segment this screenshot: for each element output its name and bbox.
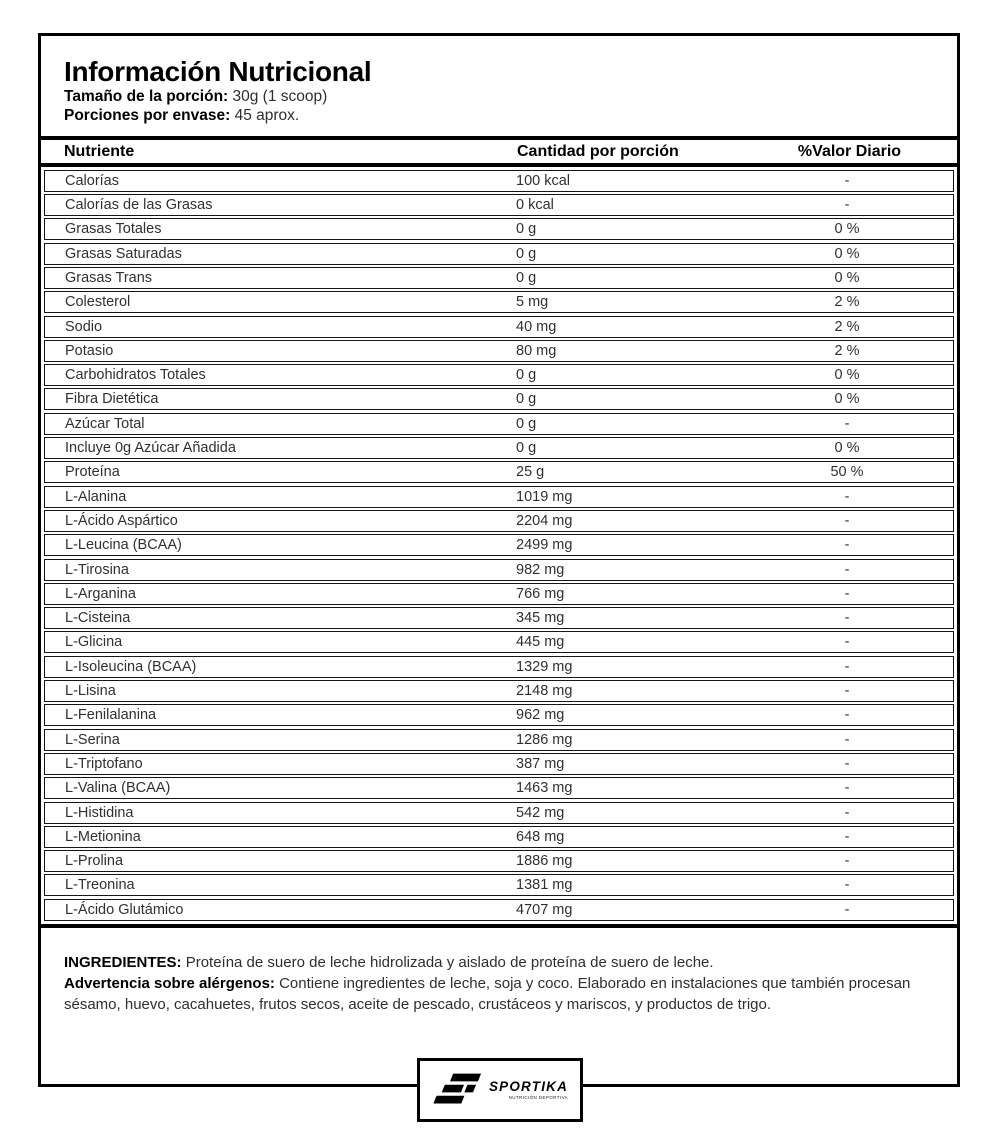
nutrient-daily-value: - xyxy=(844,853,850,870)
nutrient-daily-value: - xyxy=(844,634,850,651)
nutrient-daily-value: 50 % xyxy=(830,464,864,481)
nutrient-name: Fibra Dietética xyxy=(65,391,159,408)
nutrient-daily-value: 2 % xyxy=(834,318,860,335)
nutrient-amount: 1463 mg xyxy=(516,780,573,797)
nutrient-rows xyxy=(41,167,957,928)
nutrient-amount: 2499 mg xyxy=(516,537,573,554)
nutrient-name: Grasas Totales xyxy=(65,221,162,238)
table-row xyxy=(44,874,954,896)
table-row xyxy=(44,607,954,629)
nutrient-daily-value: - xyxy=(844,877,850,894)
nutrient-name: Potasio xyxy=(65,342,114,359)
nutrient-name: L-Arganina xyxy=(65,585,136,602)
nutrient-amount: 0 g xyxy=(516,245,537,262)
nutrient-name: Carbohidratos Totales xyxy=(65,367,206,384)
nutrient-daily-value: - xyxy=(844,172,850,189)
nutrient-amount: 80 mg xyxy=(516,342,557,359)
nutrient-amount: 0 kcal xyxy=(516,197,554,214)
nutrient-daily-value: 0 % xyxy=(834,440,860,457)
nutrient-daily-value: - xyxy=(844,415,850,432)
nutrient-name: L-Lisina xyxy=(65,683,116,700)
label-header xyxy=(41,36,957,125)
table-row xyxy=(44,340,954,362)
nutrient-amount: 25 g xyxy=(516,464,545,481)
table-row xyxy=(44,729,954,751)
nutrient-daily-value: - xyxy=(844,585,850,602)
nutrient-name: Calorías de las Grasas xyxy=(65,197,213,214)
nutrient-daily-value: 2 % xyxy=(834,342,860,359)
page-title: Información Nutricional xyxy=(64,56,372,87)
servings-per-container-line xyxy=(64,107,934,126)
table-row xyxy=(44,826,954,848)
nutrient-name: L-Serina xyxy=(65,731,120,748)
servings-label: Porciones por envase: xyxy=(64,106,231,124)
nutrient-amount: 0 g xyxy=(516,269,537,286)
table-row xyxy=(44,802,954,824)
nutrient-daily-value: 0 % xyxy=(834,269,860,286)
table-row xyxy=(44,243,954,265)
nutrient-name: L-Prolina xyxy=(65,853,124,870)
table-row xyxy=(44,388,954,410)
nutrient-daily-value: - xyxy=(844,610,850,627)
table-row xyxy=(44,218,954,240)
table-row xyxy=(44,437,954,459)
nutrient-amount: 0 g xyxy=(516,221,537,238)
table-row xyxy=(44,291,954,313)
nutrient-name: Colesterol xyxy=(65,294,131,311)
column-header-amount: Cantidad por porción xyxy=(517,142,679,160)
table-row xyxy=(44,704,954,726)
table-row xyxy=(44,486,954,508)
nutrient-daily-value: 0 % xyxy=(834,391,860,408)
ingredients-section xyxy=(41,928,957,1015)
nutrient-name: L-Cisteina xyxy=(65,610,131,627)
brand-name: SPORTIKA xyxy=(488,1079,569,1095)
nutrient-daily-value: 0 % xyxy=(834,245,860,262)
nutrient-daily-value: - xyxy=(844,707,850,724)
nutrient-daily-value: - xyxy=(844,512,850,529)
nutrient-daily-value: - xyxy=(844,561,850,578)
nutrient-daily-value: - xyxy=(844,683,850,700)
nutrient-amount: 0 g xyxy=(516,391,537,408)
nutrient-daily-value: - xyxy=(844,731,850,748)
nutrient-amount: 648 mg xyxy=(516,828,565,845)
nutrient-amount: 0 g xyxy=(516,440,537,457)
nutrient-daily-value: 2 % xyxy=(834,294,860,311)
nutrient-amount: 0 g xyxy=(516,415,537,432)
nutrient-amount: 1886 mg xyxy=(516,853,573,870)
nutrient-amount: 0 g xyxy=(516,367,537,384)
nutrient-daily-value: - xyxy=(844,804,850,821)
nutrient-name: L-Metionina xyxy=(65,828,141,845)
sportika-s-icon xyxy=(432,1073,482,1107)
nutrient-name: Incluye 0g Azúcar Añadida xyxy=(65,440,236,457)
nutrient-daily-value: - xyxy=(844,780,850,797)
nutrient-amount: 4707 mg xyxy=(516,901,573,918)
table-row xyxy=(44,631,954,653)
nutrient-amount: 40 mg xyxy=(516,318,557,335)
table-header xyxy=(41,136,957,167)
table-row xyxy=(44,267,954,289)
nutrient-amount: 1329 mg xyxy=(516,658,573,675)
nutrient-name: Azúcar Total xyxy=(65,415,145,432)
nutrient-name: L-Triptofano xyxy=(65,755,143,772)
table-row xyxy=(44,510,954,532)
nutrient-amount: 962 mg xyxy=(516,707,565,724)
nutrient-daily-value: - xyxy=(844,755,850,772)
nutrient-name: L-Treonina xyxy=(65,877,135,894)
nutrient-daily-value: - xyxy=(844,488,850,505)
table-row xyxy=(44,753,954,775)
nutrient-amount: 982 mg xyxy=(516,561,565,578)
serving-size-label: Tamaño de la porción: xyxy=(64,88,229,105)
nutrient-daily-value: - xyxy=(844,828,850,845)
nutrient-daily-value: 0 % xyxy=(834,221,860,238)
nutrient-amount: 542 mg xyxy=(516,804,565,821)
nutrient-amount: 345 mg xyxy=(516,610,565,627)
nutrient-name: L-Isoleucina (BCAA) xyxy=(65,658,197,675)
nutrient-amount: 1019 mg xyxy=(516,488,573,505)
ingredients-text: Proteína de suero de leche hidrolizada y aislado de proteína de suero de leche. xyxy=(185,954,714,971)
allergen-label: Advertencia sobre alérgenos: xyxy=(64,975,275,992)
nutrient-amount: 1286 mg xyxy=(516,731,573,748)
nutrient-name: L-Alanina xyxy=(65,488,127,505)
nutrient-amount: 2148 mg xyxy=(516,683,573,700)
nutrient-amount: 2204 mg xyxy=(516,512,573,529)
table-row xyxy=(44,899,954,921)
nutrient-name: L-Glicina xyxy=(65,634,123,651)
ingredients-label: INGREDIENTES: xyxy=(64,954,182,971)
nutrient-daily-value: - xyxy=(844,901,850,918)
nutrient-name: L-Leucina (BCAA) xyxy=(65,537,182,554)
nutrient-name: L-Valina (BCAA) xyxy=(65,780,171,797)
table-row xyxy=(44,413,954,435)
nutrient-daily-value: 0 % xyxy=(834,367,860,384)
nutrient-daily-value: - xyxy=(844,658,850,675)
nutrient-amount: 100 kcal xyxy=(516,172,571,189)
nutrient-daily-value: - xyxy=(844,537,850,554)
servings-value: 45 aprox. xyxy=(234,106,300,124)
nutrition-label xyxy=(38,33,960,1087)
nutrient-name: Grasas Trans xyxy=(65,269,153,286)
allergen-text: Contiene ingredientes de leche, soja y coco. Elaborado en instalaciones que también procesan sésamo, huevo, cacahuetes, frutos secos, aceite de pescado, crustáceos y mariscos, y productos de trigo. xyxy=(64,975,911,1013)
nutrient-amount: 766 mg xyxy=(516,585,565,602)
brand-logo-box xyxy=(417,1058,583,1122)
table-row xyxy=(44,583,954,605)
nutrient-name: Calorías xyxy=(65,172,119,189)
table-row xyxy=(44,194,954,216)
table-row xyxy=(44,316,954,338)
serving-size-line xyxy=(64,88,934,107)
nutrient-daily-value: - xyxy=(844,197,850,214)
table-row xyxy=(44,170,954,192)
nutrient-name: L-Fenilalanina xyxy=(65,707,157,724)
table-row xyxy=(44,559,954,581)
nutrient-name: Sodio xyxy=(65,318,103,335)
table-row xyxy=(44,777,954,799)
table-row xyxy=(44,850,954,872)
nutrient-amount: 1381 mg xyxy=(516,877,573,894)
brand-tagline: NUTRICIÓN DEPORTIVA xyxy=(508,1094,569,1100)
nutrient-amount: 387 mg xyxy=(516,755,565,772)
table-row xyxy=(44,461,954,483)
serving-size-value: 30g (1 scoop) xyxy=(232,88,328,105)
nutrient-name: Proteína xyxy=(65,464,120,481)
column-header-daily-value: %Valor Diario xyxy=(797,142,902,160)
nutrient-name: Grasas Saturadas xyxy=(65,245,182,262)
nutrient-amount: 5 mg xyxy=(516,294,549,311)
nutrient-name: L-Histidina xyxy=(65,804,134,821)
brand-text-block xyxy=(489,1080,568,1100)
nutrient-name: L-Ácido Glutámico xyxy=(65,901,184,918)
nutrient-name: L-Tirosina xyxy=(65,561,129,578)
table-row xyxy=(44,534,954,556)
column-header-nutrient: Nutriente xyxy=(64,142,135,160)
nutrient-amount: 445 mg xyxy=(516,634,565,651)
table-row xyxy=(44,364,954,386)
nutrient-name: L-Ácido Aspártico xyxy=(65,512,178,529)
table-row xyxy=(44,656,954,678)
table-row xyxy=(44,680,954,702)
